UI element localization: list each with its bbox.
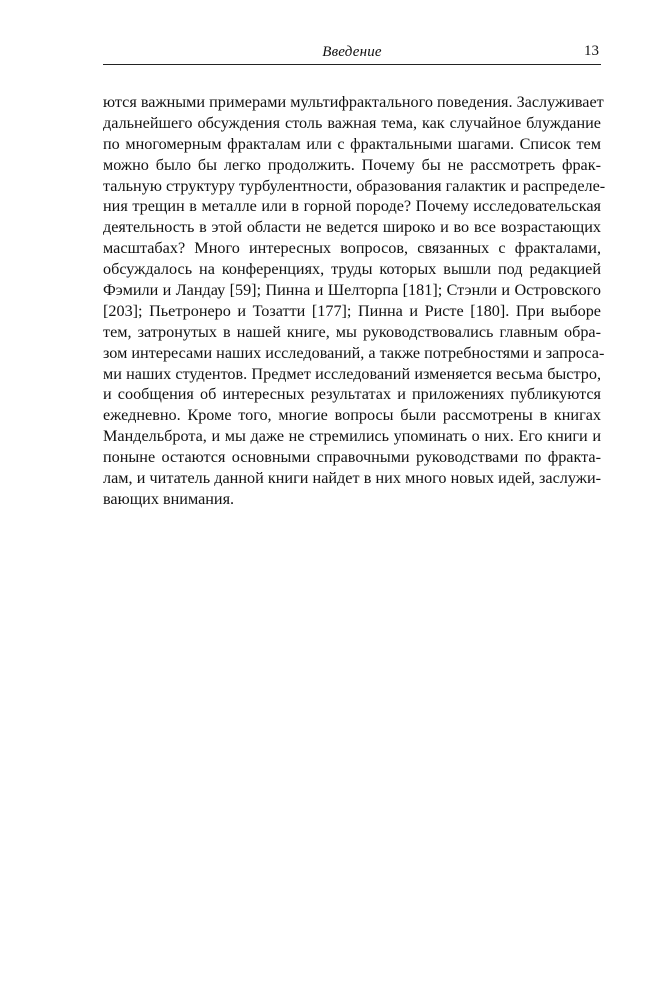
- text-line: Мандельброта, и мы даже не стремились упоминать о них. Его книги и: [103, 427, 601, 446]
- text-line: Фэмили и Ландау [59]; Пинна и Шелторпа [181]; Стэнли и Островского: [103, 281, 601, 300]
- text-line: тальную структуру турбулентности, образования галактик и распределе-: [103, 176, 606, 195]
- text-line: масштабах? Много интересных вопросов, связанных с фракталами,: [103, 239, 601, 258]
- text-line: тем, затронутых в нашей книге, мы руководствовались главным обра-: [103, 322, 601, 341]
- text-line: по многомерным фракталам или с фрактальными шагами. Список тем: [103, 134, 601, 153]
- text-line: лам, и читатель данной книги найдет в них много новых идей, заслужи-: [103, 469, 601, 488]
- paragraph: [103, 92, 606, 510]
- text-line: ми наших студентов. Предмет исследований изменяется весьма быстро,: [103, 364, 601, 383]
- text-line: деятельность в этой области не ведется широко и во все возрастающих: [103, 218, 601, 237]
- page-number: 13: [584, 43, 599, 59]
- text-line: ния трещин в металле или в горной породе? Почему исследовательская: [103, 197, 601, 216]
- text-line: поныне остаются основными справочными руководствами по фракта-: [103, 448, 601, 467]
- text-line: и сообщения об интересных результатах и приложениях публикуются: [103, 385, 601, 404]
- text-line: [203]; Пьетронеро и Тозатти [177]; Пинна и Ристе [180]. При выборе: [103, 301, 601, 320]
- text-line: ежедневно. Кроме того, многие вопросы были рассмотрены в книгах: [103, 406, 601, 425]
- text-line: ются важными примерами мультифрактального поведения. Заслуживает: [103, 93, 604, 111]
- running-header: [103, 40, 601, 65]
- chapter-title: Введение: [322, 44, 382, 60]
- text-line: вающих внимания.: [103, 489, 235, 508]
- text-line: обсуждалось на конференциях, труды которых вышли под редакцией: [103, 260, 601, 279]
- text-line: дальнейшего обсуждения столь важная тема, как случайное блуждание: [103, 113, 601, 132]
- text-line: можно было бы легко продолжить. Почему бы не рассмотреть фрак-: [103, 155, 601, 174]
- text-line: зом интересами наших исследований, а также потребностями и запроса-: [103, 343, 605, 362]
